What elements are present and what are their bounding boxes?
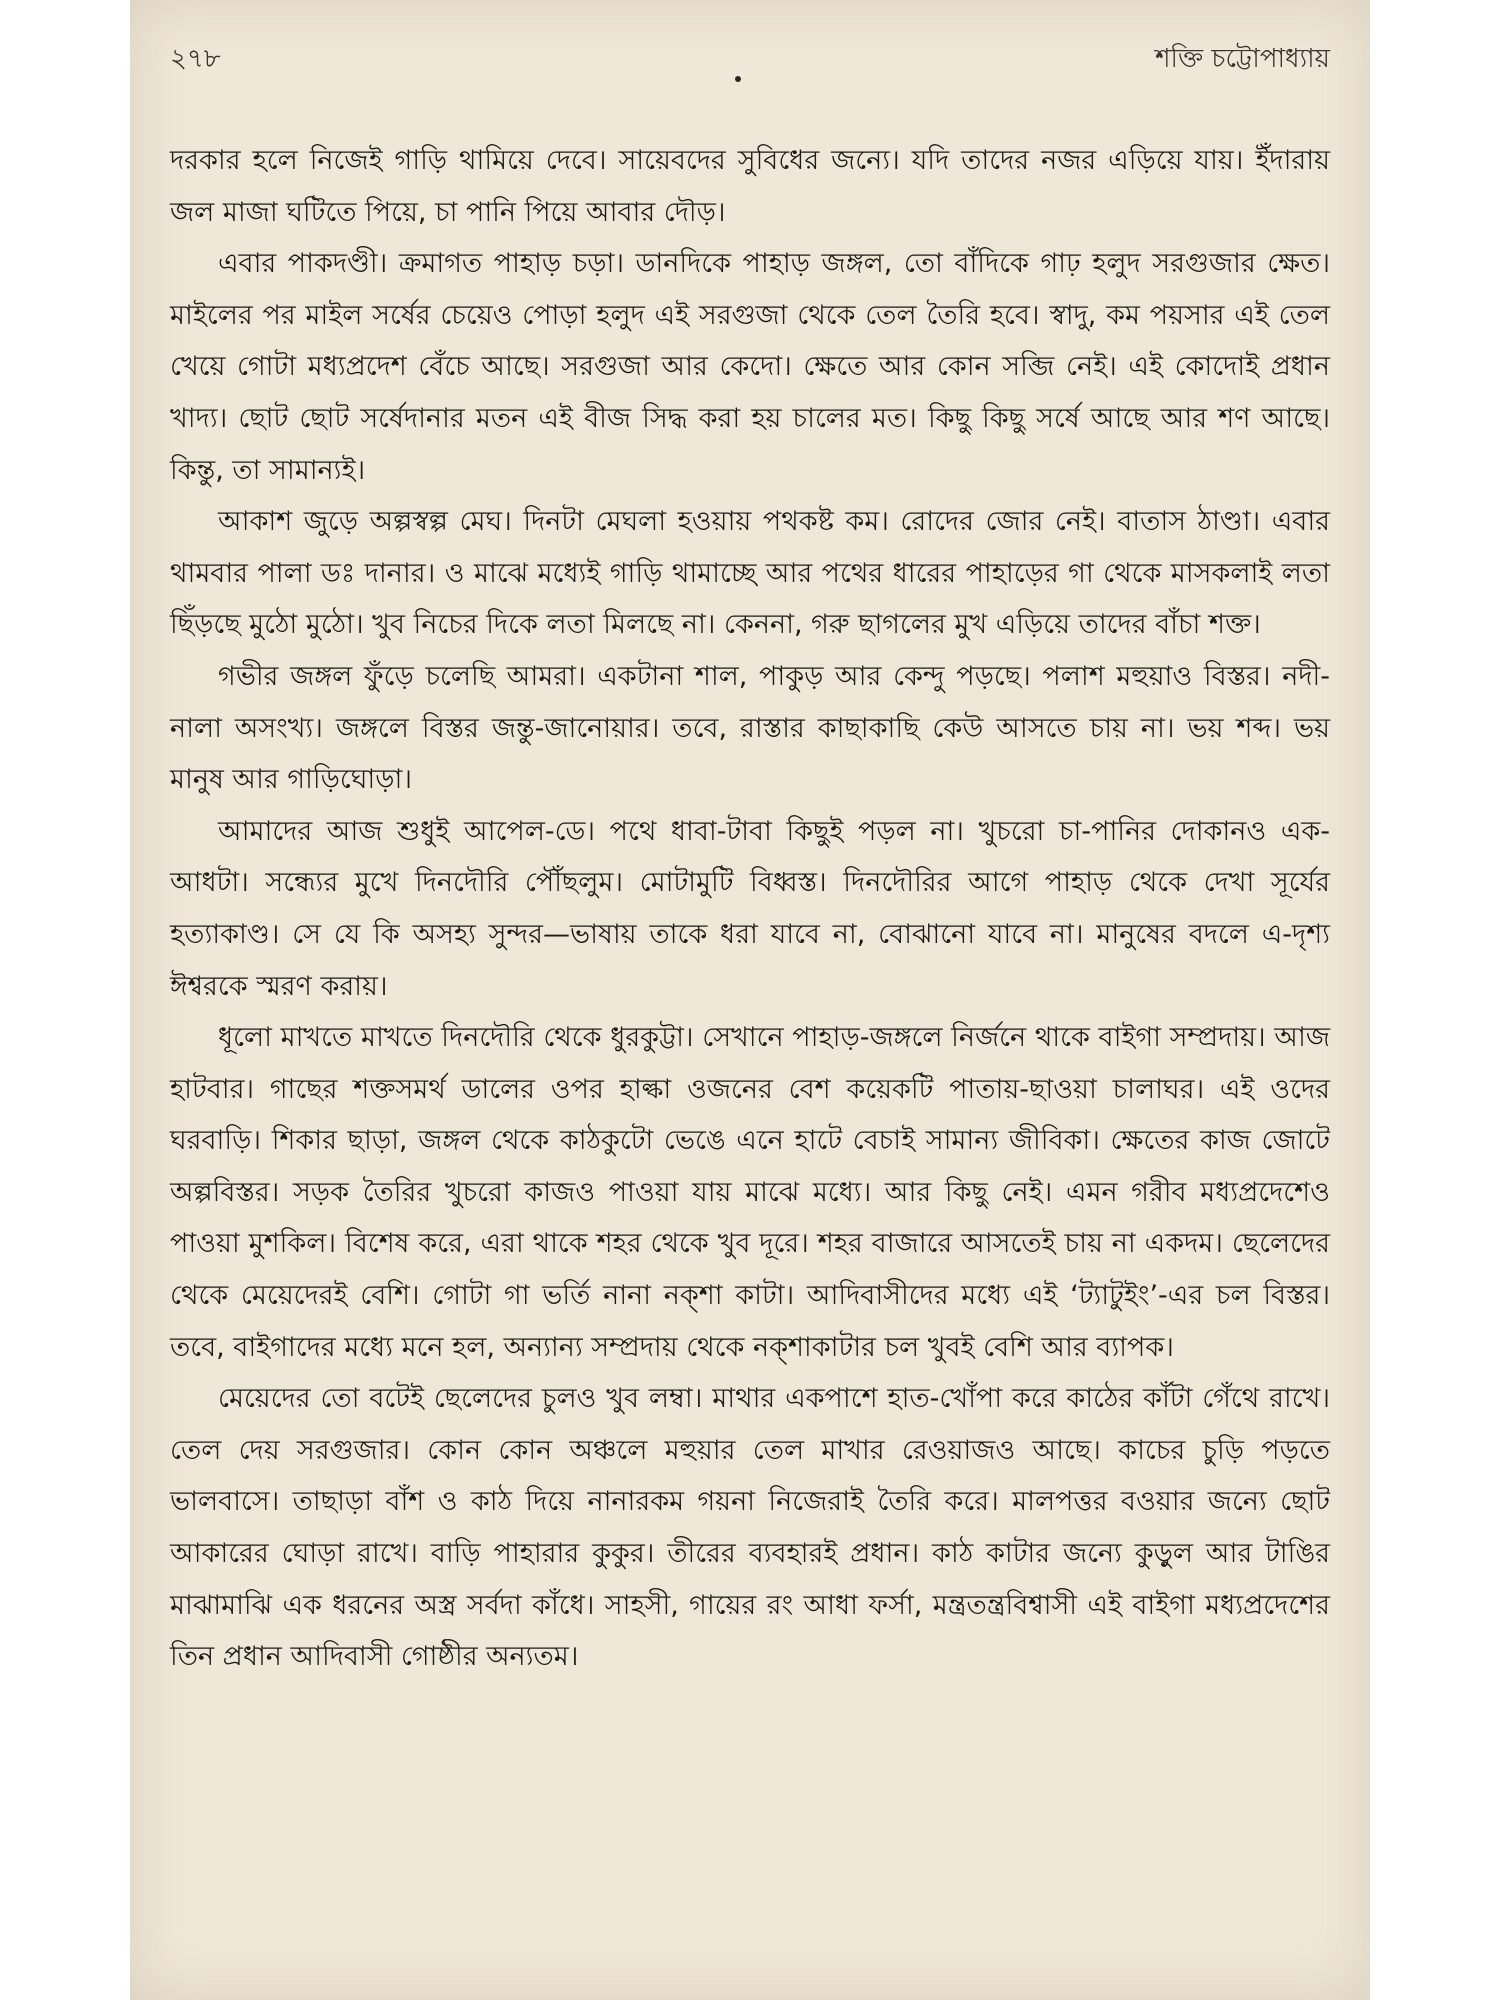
paragraph: আকাশ জুড়ে অল্পস্বল্প মেঘ। দিনটা মেঘলা হওয়ায় পথকষ্ট কম। রোদের জোর নেই। বাতাস ঠাণ্ডা। এবার থামবার পালা ডঃ দানার। ও মাঝে মধ্যেই গাড়ি থামাচ্ছে আর পথের ধারের পাহাড়ের গা থেকে মাসকলাই লতা ছিঁড়ছে মুঠো মুঠো। খুব নিচের দিকে লতা মিলছে না। কেননা, গরু ছাগলের মুখ এড়িয়ে তাদের বাঁচা শক্ত। bbox=[170, 506, 1330, 641]
paragraph: গভীর জঙ্গল ফুঁড়ে চলেছি আমরা। একটানা শাল, পাকুড় আর কেন্দু পড়ছে। পলাশ মহুয়াও বিস্তর। নদী-নালা অসংখ্য। জঙ্গলে বিস্তর জন্তু-জানোয়ার। তবে, রাস্তার কাছাকাছি কেউ আসতে চায় না। ভয় শব্দ। ভয় মানুষ আর গাড়িঘোড়া। bbox=[170, 660, 1330, 796]
paragraph: দরকার হলে নিজেই গাড়ি থামিয়ে দেবে। সায়েবদের সুবিধের জন্যে। যদি তাদের নজর এড়িয়ে যায়। ইঁদারায় জল মাজা ঘটিতে পিয়ে, চা পানি পিয়ে আবার দৌড়। bbox=[170, 145, 1330, 228]
page-header bbox=[170, 38, 1330, 88]
print-speck bbox=[735, 76, 741, 82]
paragraph: আমাদের আজ শুধুই আপেল-ডে। পথে ধাবা-টাবা কিছুই পড়ল না। খুচরো চা-পানির দোকানও এক-আধটা। সন্ধ্যের মুখে দিনদৌরি পৌঁছলুম। মোটামুটি বিধ্বস্ত। দিনদৌরির আগে পাহাড় থেকে দেখা সূর্যের হত্যাকাণ্ড। সে যে কি অসহ্য সুন্দর—ভাষায় তাকে ধরা যাবে না, বোঝানো যাবে না। মানুষের বদলে এ-দৃশ্য ঈশ্বরকে স্মরণ করায়। bbox=[170, 815, 1330, 1002]
paragraph: ধূলো মাখতে মাখতে দিনদৌরি থেকে ধুরকুট্টা। সেখানে পাহাড়-জঙ্গলে নির্জনে থাকে বাইগা সম্প্রদায়। আজ হাটবার। গাছের শক্তসমর্থ ডালের ওপর হাল্কা ওজনের বেশ কয়েকটি পাতায়-ছাওয়া চালাঘর। এই ওদের ঘরবাড়ি। শিকার ছাড়া, জঙ্গল থেকে কাঠকুটো ভেঙে এনে হাটে বেচাই সামান্য জীবিকা। ক্ষেতের কাজ জোটে অল্পবিস্তর। সড়ক তৈরির খুচরো কাজও পাওয়া যায় মাঝে মধ্যে। আর কিছু নেই। এমন গরীব মধ্যপ্রদেশেও পাওয়া মুশকিল। বিশেষ করে, এরা থাকে শহর থেকে খুব দূরে। শহর বাজারে আসতেই চায় না একদম। ছেলেদের থেকে মেয়েদেরই বেশি। গোটা গা ভর্তি নানা নক্শা কাটা। আদিবাসীদের মধ্যে এই ‘ট্যাটুইং’-এর চল বিস্তর। তবে, বাইগাদের মধ্যে মনে হল, অন্যান্য সম্প্রদায় থেকে নক্শাকাটার চল খুবই বেশি আর ব্যাপক। bbox=[170, 1022, 1330, 1363]
paragraph: এবার পাকদণ্ডী। ক্রমাগত পাহাড় চড়া। ডানদিকে পাহাড় জঙ্গল, তো বাঁদিকে গাঢ় হলুদ সরগুজার ক্ষেত। মাইলের পর মাইল সর্ষের চেয়েও পোড়া হলুদ এই সরগুজা থেকে তেল তৈরি হবে। স্বাদু, কম পয়সার এই তেল খেয়ে গোটা মধ্যপ্রদেশ বেঁচে আছে। সরগুজা আর কেদো। ক্ষেতে আর কোন সব্জি নেই। এই কোদোই প্রধান খাদ্য। ছোট ছোট সর্ষেদানার মতন এই বীজ সিদ্ধ করা হয় চালের মত। কিছু কিছু সর্ষে আছে আর শণ আছে। কিন্তু, তা সামান্যই। bbox=[170, 248, 1330, 486]
paragraph: মেয়েদের তো বটেই ছেলেদের চুলও খুব লম্বা। মাথার একপাশে হাত-খোঁপা করে কাঠের কাঁটা গেঁথে রাখে। তেল দেয় সরগুজার। কোন কোন অঞ্চলে মহুয়ার তেল মাখার রেওয়াজও আছে। কাচের চুড়ি পড়তে ভালবাসে। তাছাড়া বাঁশ ও কাঠ দিয়ে নানারকম গয়না নিজেরাই তৈরি করে। মালপত্তর বওয়ার জন্যে ছোট আকারের ঘোড়া রাখে। বাড়ি পাহারার কুকুর। তীরের ব্যবহারই প্রধান। কাঠ কাটার জন্যে কুড়ুল আর টাঙির মাঝামাঝি এক ধরনের অস্ত্র সর্বদা কাঁধে। সাহসী, গায়ের রং আধা ফর্সা, মন্ত্রতন্ত্রবিশ্বাসী এই বাইগা মধ্যপ্রদেশের তিন প্রধান আদিবাসী গোষ্ঠীর অন্যতম। bbox=[170, 1383, 1330, 1673]
book-page bbox=[130, 0, 1370, 2000]
running-head-author: শক্তি চট্টোপাধ্যায় bbox=[1155, 44, 1330, 74]
page-number: ২৭৮ bbox=[170, 44, 221, 74]
body-text bbox=[170, 135, 1330, 1683]
